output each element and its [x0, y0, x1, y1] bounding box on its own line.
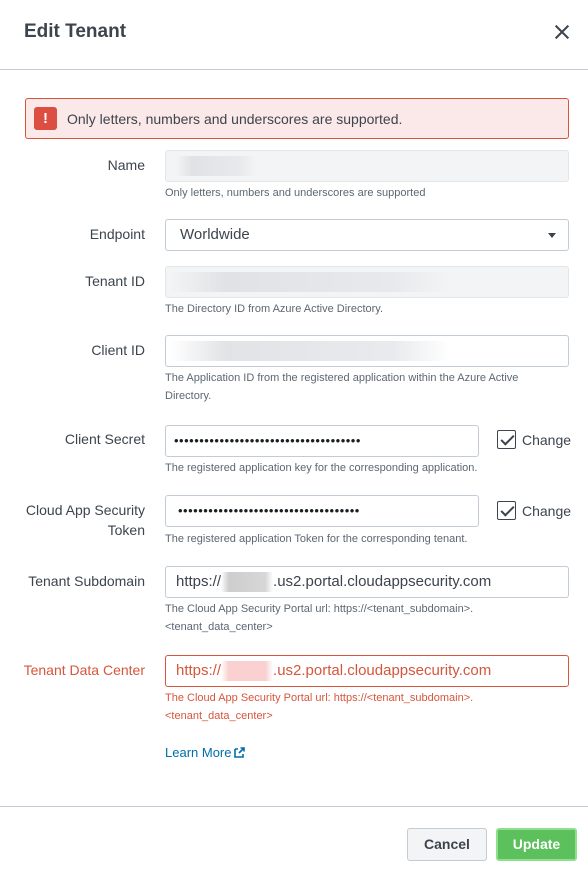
- cas-token-label-line2: Token: [107, 522, 145, 538]
- client-secret-masked: •••••••••••••••••••••••••••••••••••••: [174, 433, 361, 448]
- redacted-value: [221, 572, 273, 592]
- client-secret-change-label: Change: [522, 431, 572, 448]
- cas-token-masked: ••••••••••••••••••••••••••••••••••••: [178, 503, 360, 518]
- tenant-data-center-field[interactable]: [165, 655, 569, 687]
- dialog-header: [0, 0, 588, 70]
- external-link-icon: [234, 747, 245, 758]
- tenant-subdomain-label: Tenant Subdomain: [28, 573, 145, 589]
- cas-token-help: The registered application Token for the corresponding tenant.: [165, 533, 468, 545]
- error-alert: [25, 98, 569, 139]
- tenant-subdomain-field[interactable]: [165, 566, 569, 598]
- tenant-data-center-help: [165, 689, 565, 725]
- tenant-id-field[interactable]: [165, 266, 569, 298]
- redacted-value: [170, 341, 450, 361]
- tenant-subdomain-help-line2: <tenant_data_center>: [165, 621, 273, 633]
- close-icon[interactable]: [551, 22, 573, 44]
- redacted-value: [170, 272, 450, 292]
- client-secret-help: The registered application key for the corresponding application.: [165, 462, 478, 474]
- client-secret-field[interactable]: [165, 425, 479, 457]
- client-id-help: The Application ID from the registered application within the Azure Active Directory.: [165, 372, 519, 402]
- tenant-id-help: The Directory ID from Azure Active Directory.: [165, 303, 384, 315]
- update-button[interactable]: Update: [496, 828, 577, 861]
- dialog-title: Edit Tenant: [24, 21, 127, 42]
- name-label: Name: [107, 157, 145, 173]
- client-secret-label: Client Secret: [64, 431, 145, 447]
- cas-token-change-checkbox[interactable]: [497, 501, 571, 520]
- cas-token-label-line1: Cloud App Security: [25, 502, 145, 518]
- cas-token-change-label: Change: [522, 502, 572, 519]
- learn-more-label: Learn More: [165, 745, 232, 760]
- tenant-data-center-help-line1: The Cloud App Security Portal url: https://<tenant_subdomain>.: [165, 692, 474, 704]
- cancel-button[interactable]: Cancel: [407, 828, 487, 861]
- subdomain-prefix: https://: [176, 573, 222, 590]
- client-id-label: Client ID: [91, 342, 145, 358]
- tenant-data-center-label: Tenant Data Center: [23, 662, 145, 678]
- tenant-id-label: Tenant ID: [85, 273, 145, 289]
- redacted-value: [176, 156, 256, 176]
- cas-token-field[interactable]: [165, 495, 479, 527]
- checkmark-icon[interactable]: [497, 501, 516, 520]
- endpoint-label: Endpoint: [89, 226, 145, 242]
- chevron-down-icon: [548, 233, 556, 238]
- alert-message: Only letters, numbers and underscores are supported.: [67, 111, 403, 127]
- exclamation-icon: !: [34, 107, 57, 130]
- checkmark-icon[interactable]: [497, 430, 516, 449]
- data-center-suffix: .us2.portal.cloudappsecurity.com: [273, 662, 492, 679]
- name-help: Only letters, numbers and underscores are supported: [165, 187, 426, 199]
- client-secret-change-checkbox[interactable]: [497, 430, 571, 449]
- data-center-prefix: https://: [176, 662, 222, 679]
- endpoint-value: Worldwide: [180, 226, 250, 243]
- learn-more-link[interactable]: [165, 745, 245, 760]
- tenant-subdomain-help-line1: The Cloud App Security Portal url: https://<tenant_subdomain>.: [165, 603, 474, 615]
- tenant-subdomain-help: [165, 600, 565, 636]
- redacted-value: [221, 661, 273, 681]
- client-id-field[interactable]: [165, 335, 569, 367]
- cas-token-label: [26, 500, 145, 540]
- name-field[interactable]: [165, 150, 569, 182]
- tenant-data-center-help-line2: <tenant_data_center>: [165, 710, 273, 722]
- subdomain-suffix: .us2.portal.cloudappsecurity.com: [273, 573, 492, 590]
- endpoint-select[interactable]: [165, 219, 569, 251]
